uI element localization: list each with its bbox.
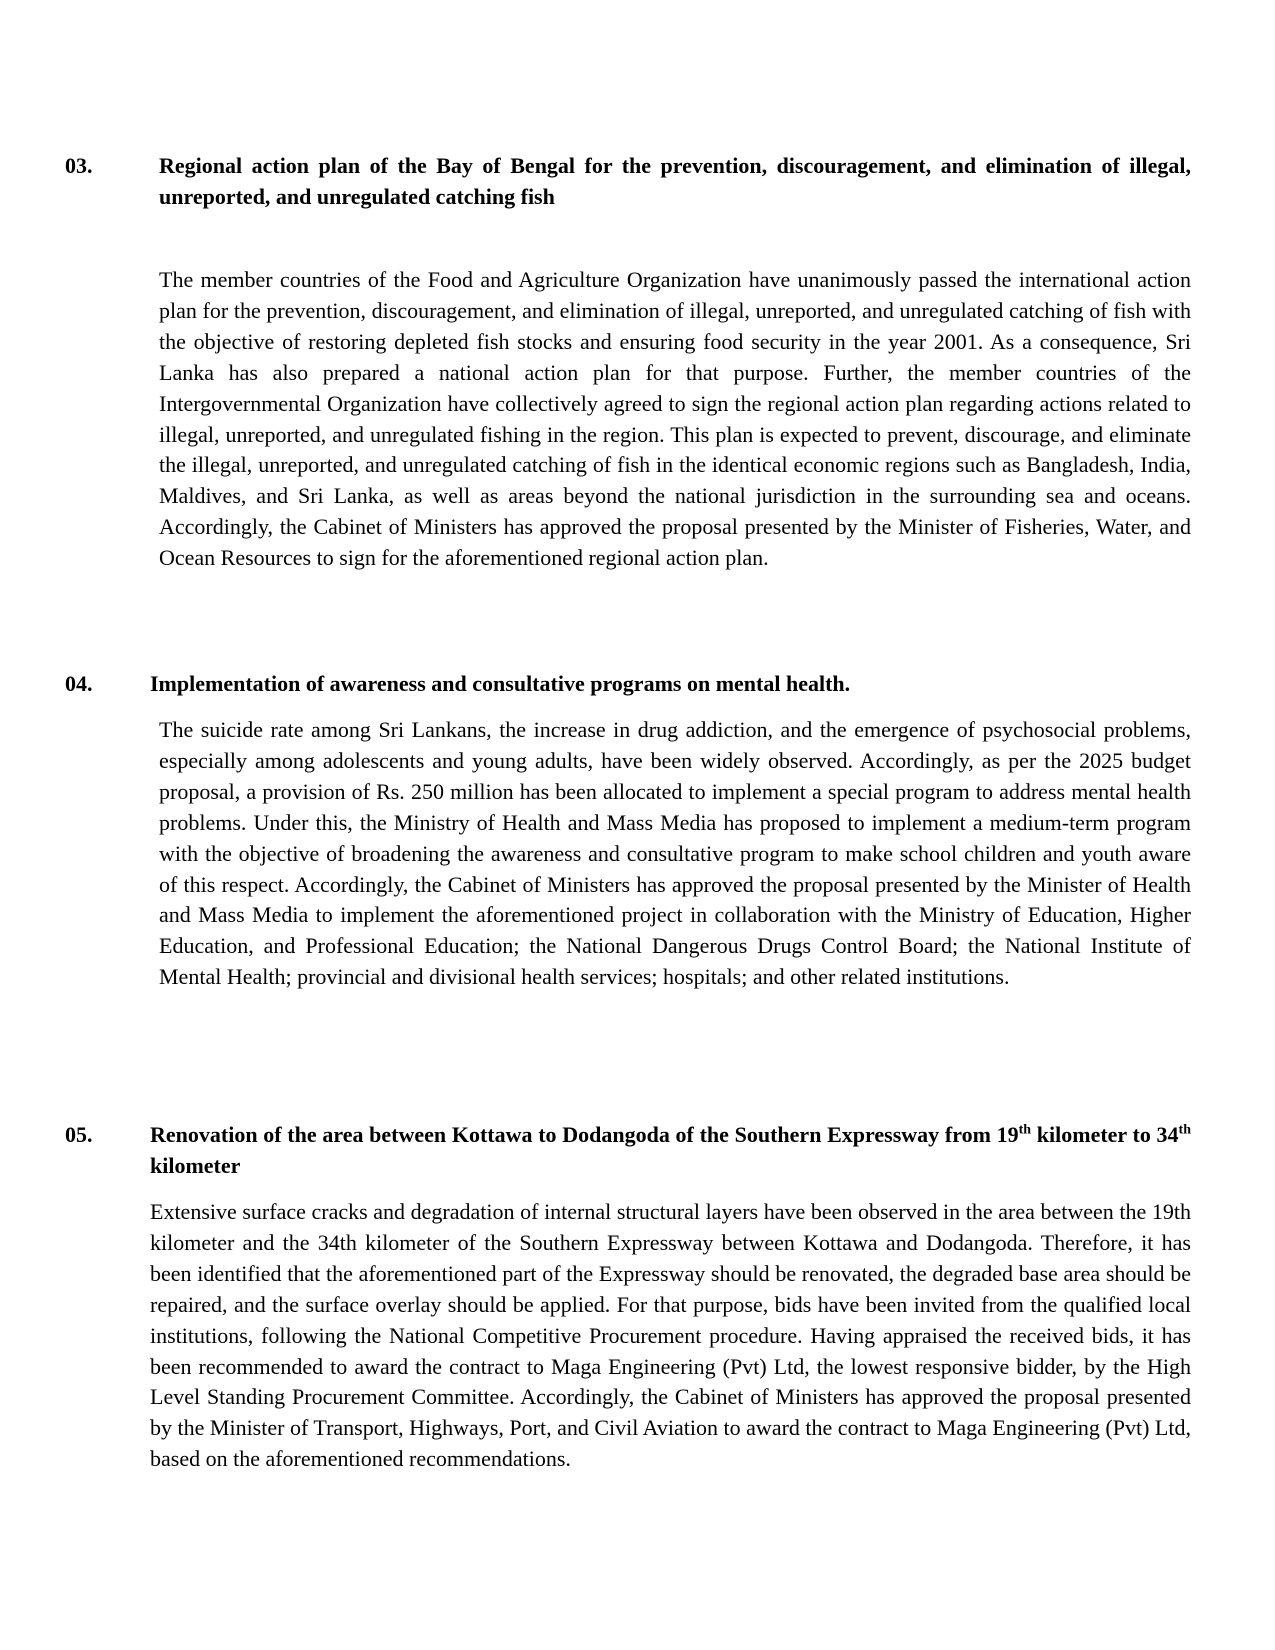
section-body: The suicide rate among Sri Lankans, the increase in drug addiction, and the emergence of psychosocial problems, especially among adolescents and young adults, have been widely observed. Accordingly, as per the 2025 budget proposal, a provision of Rs. 250 million has been allocated to implement a special program to address mental health problems. Under this, the Ministry of Health and Mass Media has proposed to implement a medium-term program with the objective of broadening the awareness and consultative program to make school children and youth aware of this respect. Accordingly, the Cabinet of Ministers has approved the proposal presented by the Minister of Health and Mass Media to implement the aforementioned project in collaboration with the Ministry of Education, Higher Education, and Professional Education; the National Dangerous Drugs Control Board; the National Institute of Mental Health; provincial and divisional health services; hospitals; and other related institutions. [159, 717, 1191, 990]
section-body: Extensive surface cracks and degradation of internal structural layers have been observed in the area between the 19th kilometer and the 34th kilometer of the Southern Expressway between Kottawa and Dodangoda. Therefore, it has been identified that the aforementioned part of the Expressway should be renovated, the degraded base area should be repaired, and the surface overlay should be applied. For that purpose, bids have been invited from the qualified local institutions, following the National Competitive Procurement procedure. Having appraised the received bids, it has been recommended to award the contract to Maga Engineering (Pvt) Ltd, the lowest responsive bidder, by the High Level Standing Procurement Committee. Accordingly, the Cabinet of Ministers has approved the proposal presented by the Minister of Transport, Highways, Port, and Civil Aviation to award the contract to Maga Engineering (Pvt) Ltd, based on the aforementioned recommendations. [150, 1199, 1191, 1472]
section-title [150, 1119, 1191, 1181]
section-number: 03. [65, 153, 93, 178]
section-title: Regional action plan of the Bay of Bengal for the prevention, discouragement, and elimination of illegal, unreported, and unregulated catching fish [159, 153, 1191, 209]
title-text: kilometer [150, 1153, 241, 1178]
section-number: 04. [65, 671, 93, 696]
section-number: 05. [65, 1122, 93, 1147]
ordinal-suffix: th [1018, 1122, 1032, 1138]
ordinal-suffix: th [1178, 1122, 1191, 1138]
title-text: Renovation of the area between Kottawa to Dodangoda of the Southern Expressway from 19 [150, 1122, 1019, 1147]
section-body: The member countries of the Food and Agriculture Organization have unanimously passed the international action plan for the prevention, discouragement, and elimination of illegal, unreported, and unregulated catching of fish with the objective of restoring depleted fish stocks and ensuring food security in the year 2001. As a consequence, Sri Lanka has also prepared a national action plan for that purpose. Further, the member countries of the Intergovernmental Organization have collectively agreed to sign the regional action plan regarding actions related to illegal, unreported, and unregulated fishing in the region. This plan is expected to prevent, discourage, and eliminate the illegal, unreported, and unregulated catching of fish in the identical economic regions such as Bangladesh, India, Maldives, and Sri Lanka, as well as areas beyond the national jurisdiction in the surrounding sea and oceans. Accordingly, the Cabinet of Ministers has approved the proposal presented by the Minister of Fisheries, Water, and Ocean Resources to sign for the aforementioned regional action plan. [159, 267, 1191, 571]
section-title: Implementation of awareness and consultative programs on mental health. [150, 671, 851, 696]
title-text: kilometer to 34 [1031, 1122, 1179, 1147]
